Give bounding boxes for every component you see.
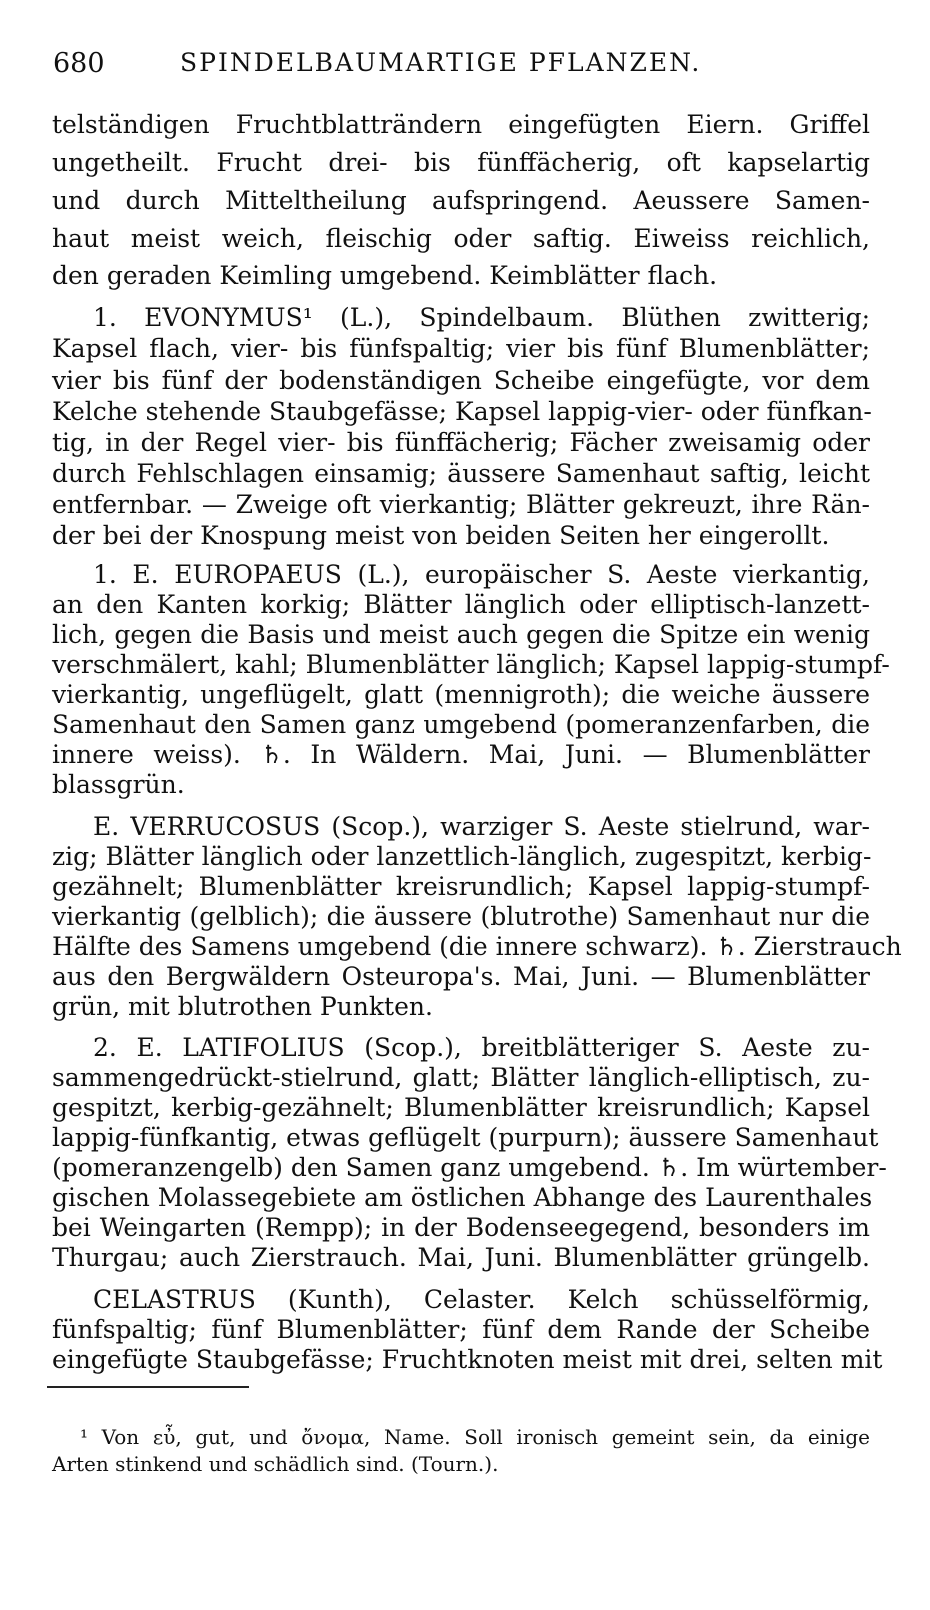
- page-number: 680: [53, 48, 105, 79]
- text-line: verschmälert, kahl; Blumenblätter länglich; Kapsel lappig-stumpf-: [52, 650, 890, 679]
- text-line: sammengedrückt-stielrund, glatt; Blätter länglich-elliptisch, zu-: [52, 1063, 870, 1092]
- text-line: ungetheilt. Frucht drei- bis fünffächerig, oft kapselartig: [52, 148, 870, 177]
- text-line: an den Kanten korkig; Blätter länglich oder elliptisch-lanzett-: [52, 590, 870, 619]
- text-line: gespitzt, kerbig-gezähnelt; Blumenblätter kreisrundlich; Kapsel: [52, 1093, 870, 1122]
- text-line: der bei der Knospung meist von beiden Seiten her eingerollt.: [52, 521, 830, 550]
- species-heading-line: E. VERRUCOSUS (Scop.), warziger S. Aeste stielrund, war-: [93, 812, 870, 841]
- text-line: Kelche stehende Staubgefässe; Kapsel lappig-vier- oder fünfkan-: [52, 397, 872, 426]
- footnote-rule: [47, 1386, 249, 1388]
- text-line: lich, gegen die Basis und meist auch gegen die Spitze ein wenig: [52, 620, 870, 649]
- text-line: durch Fehlschlagen einsamig; äussere Samenhaut saftig, leicht: [52, 459, 870, 488]
- text-line: lappig-fünfkantig, etwas geflügelt (purpurn); äussere Samenhaut: [52, 1123, 879, 1152]
- species-heading-line: 2. E. LATIFOLIUS (Scop.), breitblätteriger S. Aeste zu-: [93, 1033, 870, 1062]
- species-heading-line: 1. E. EUROPAEUS (L.), europäischer S. Aeste vierkantig,: [93, 560, 870, 589]
- text-line: den geraden Keimling umgebend. Keimblätter flach.: [52, 261, 718, 290]
- text-line: aus den Bergwäldern Osteuropa's. Mai, Juni. — Blumenblätter: [52, 962, 870, 991]
- text-line: Hälfte des Samens umgebend (die innere schwarz). ♄. Zierstrauch: [52, 932, 902, 961]
- genus-heading-line: 1. EVONYMUS¹ (L.), Spindelbaum. Blüthen zwitterig;: [93, 303, 870, 332]
- text-line: (pomeranzengelb) den Samen ganz umgebend. ♄. Im würtember-: [52, 1153, 887, 1182]
- text-line: gischen Molassegebiete am östlichen Abhange des Laurenthales: [52, 1183, 873, 1212]
- text-line: und durch Mitteltheilung aufspringend. Aeussere Samen-: [52, 186, 870, 215]
- genus-heading-line: CELASTRUS (Kunth), Celaster. Kelch schüsselförmig,: [93, 1285, 870, 1314]
- text-line: Thurgau; auch Zierstrauch. Mai, Juni. Blumenblätter grüngelb.: [52, 1243, 870, 1272]
- text-line: telständigen Fruchtblatträndern eingefügten Eiern. Griffel: [52, 110, 870, 139]
- text-line: bei Weingarten (Rempp); in der Bodenseegegend, besonders im: [52, 1213, 870, 1242]
- text-line: vier bis fünf der bodenständigen Scheibe eingefügte, vor dem: [52, 366, 870, 395]
- text-line: tig, in der Regel vier- bis fünffächerig; Fächer zweisamig oder: [52, 428, 870, 457]
- text-line: blassgrün.: [52, 770, 185, 799]
- text-line: grün, mit blutrothen Punkten.: [52, 992, 433, 1021]
- text-line: vierkantig, ungeflügelt, glatt (mennigroth); die weiche äussere: [52, 680, 870, 709]
- footnote-line: Arten stinkend und schädlich sind. (Tourn.).: [52, 1452, 499, 1476]
- text-line: zig; Blätter länglich oder lanzettlich-länglich, zugespitzt, kerbig-: [52, 842, 872, 871]
- text-line: Kapsel flach, vier- bis fünfspaltig; vier bis fünf Blumenblätter;: [52, 334, 870, 363]
- text-line: eingefügte Staubgefässe; Fruchtknoten meist mit drei, selten mit: [52, 1345, 883, 1374]
- text-line: gezähnelt; Blumenblätter kreisrundlich; Kapsel lappig-stumpf-: [52, 872, 870, 901]
- text-line: Samenhaut den Samen ganz umgebend (pomeranzenfarben, die: [52, 710, 870, 739]
- text-line: fünfspaltig; fünf Blumenblätter; fünf dem Rande der Scheibe: [52, 1315, 870, 1344]
- text-line: innere weiss). ♄. In Wäldern. Mai, Juni. — Blumenblätter: [52, 740, 870, 769]
- text-line: haut meist weich, fleischig oder saftig. Eiweiss reichlich,: [52, 224, 870, 253]
- text-line: entfernbar. — Zweige oft vierkantig; Blätter gekreuzt, ihre Rän-: [52, 490, 870, 519]
- text-line: vierkantig (gelblich); die äussere (blutrothe) Samenhaut nur die: [52, 902, 870, 931]
- footnote-line: ¹ Von εὖ, gut, und ὄνομα, Name. Soll ironisch gemeint sein, da einige: [80, 1425, 870, 1449]
- running-title: SPINDELBAUMARTIGE PFLANZEN.: [180, 48, 702, 77]
